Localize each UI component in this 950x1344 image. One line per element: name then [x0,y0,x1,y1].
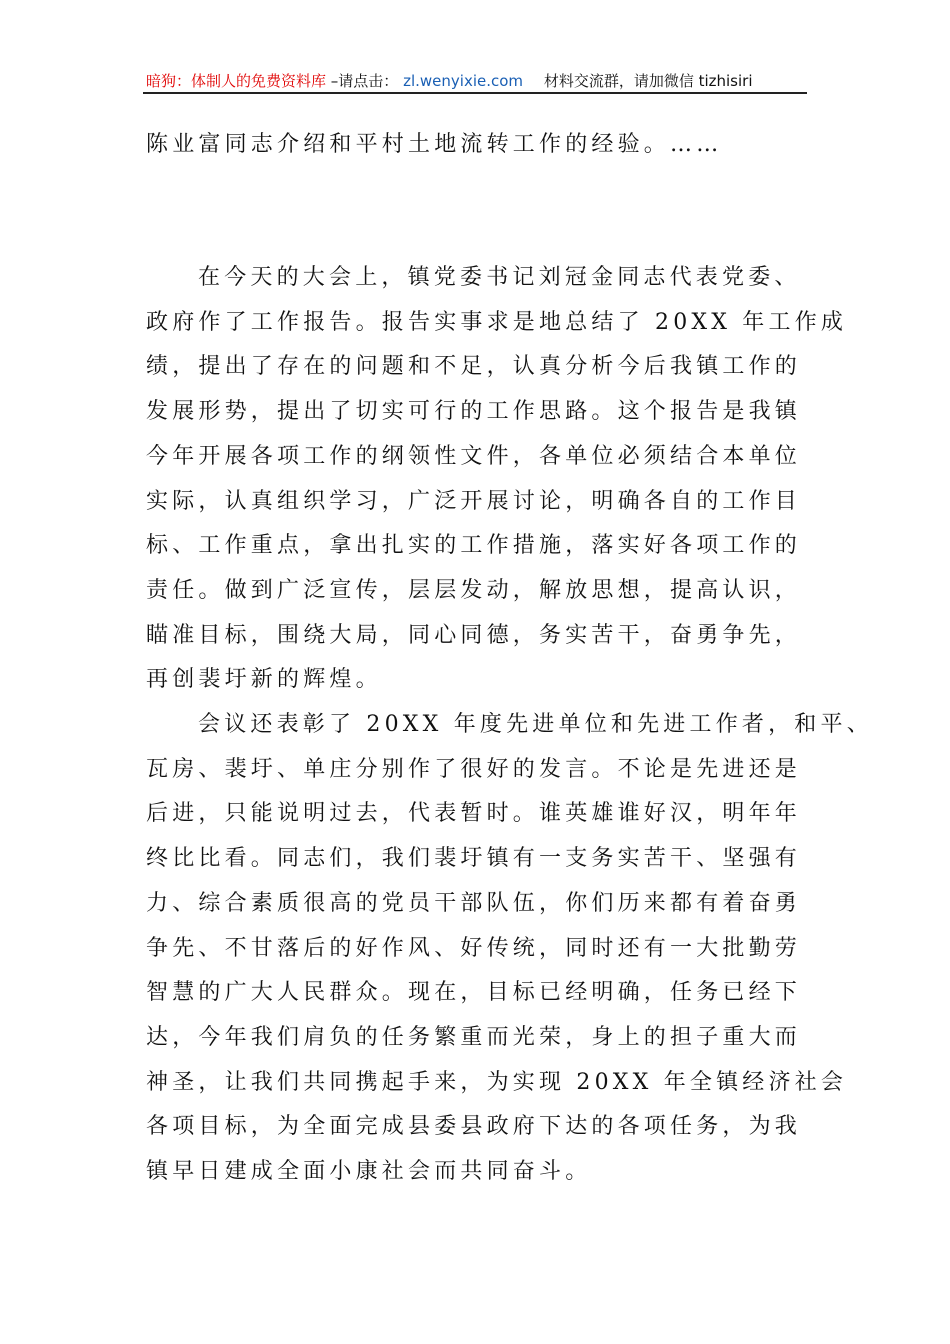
paragraph-line: 达，今年我们肩负的任务繁重而光荣，身上的担子重大而 [146,1024,802,1050]
header-brand: 暗狗：体制人的免费资料库 [146,72,327,90]
paragraph-line: 会议还表彰了 20XX 年度先进单位和先进工作者，和平、 [198,712,873,737]
paragraph-line: 镇早日建成全面小康社会而共同奋斗。 [146,1159,592,1184]
paragraph-line: 标、工作重点，拿出扎实的工作措施，落实好各项工作的 [146,533,802,559]
paragraph-line: 各项目标，为全面完成县委县政府下达的各项任务，为我 [146,1114,802,1140]
paragraph-line: 政府作了工作报告。报告实事求是地总结了 20XX 年工作成 [146,309,848,335]
paragraph-line: 神圣，让我们共同携起手来，为实现 20XX 年全镇经济社会 [146,1069,848,1095]
paragraph-line: 在今天的大会上，镇党委书记刘冠金同志代表党委、 [198,265,801,290]
page-header [146,70,806,92]
paragraph-line: 陈业富同志介绍和平村土地流转工作的经验。…… [146,132,723,157]
paragraph-line: 终比比看。同志们，我们裴圩镇有一支务实苦干、坚强有 [146,846,802,872]
header-contact: 材料交流群，请加微信 tizhisiri [543,72,753,90]
paragraph-line: 实际，认真组织学习，广泛开展讨论，明确各自的工作目 [146,488,802,514]
paragraph-line: 发展形势，提出了切实可行的工作思路。这个报告是我镇 [146,399,802,425]
header-divider [143,92,807,94]
paragraph-line: 再创裴圩新的辉煌。 [146,667,382,693]
header-prompt: –请点击： [330,72,399,90]
paragraph-line: 后进，只能说明过去，代表暂时。谁英雄谁好汉，明年年 [146,801,802,827]
paragraph-line: 瞄准目标，围绕大局，同心同德，务实苦干，奋勇争先， [146,622,802,648]
paragraph-line: 绩，提出了存在的问题和不足，认真分析今后我镇工作的 [146,354,802,380]
paragraph-line: 瓦房、裴圩、单庄分别作了很好的发言。不论是先进还是 [146,756,802,782]
paragraph-line: 智慧的广大人民群众。现在，目标已经明确，任务已经下 [146,980,802,1006]
paragraph-line: 力、综合素质很高的党员干部队伍，你们历来都有着奋勇 [146,890,802,916]
header-link[interactable]: zl.wenyixie.com [403,72,524,90]
paragraph-line: 责任。做到广泛宣传，层层发动，解放思想，提高认识， [146,577,802,603]
paragraph-line: 争先、不甘落后的好作风、好传统，同时还有一大批勤劳 [146,935,802,961]
paragraph-line: 今年开展各项工作的纲领性文件，各单位必须结合本单位 [146,443,802,469]
